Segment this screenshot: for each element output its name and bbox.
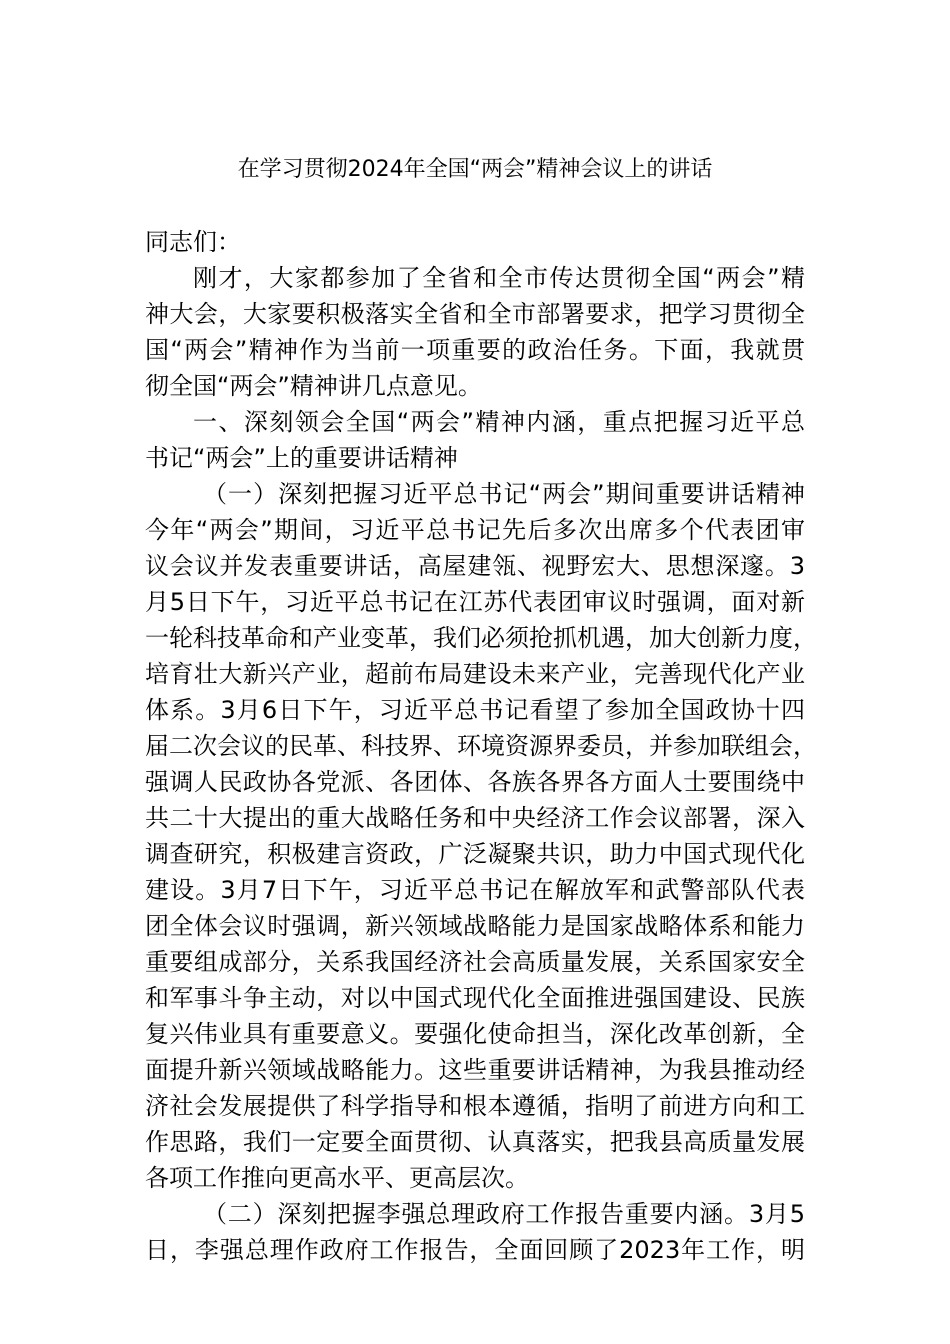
paragraph-line: 国“两会”精神作为当前一项重要的政治任务。下面，我就贯: [145, 336, 805, 364]
paragraph-line: 培育壮大新兴产业，超前布局建设未来产业，完善现代化产业: [145, 660, 805, 688]
section-heading-line: 一、深刻领会全国“两会”精神内涵，重点把握习近平总: [193, 408, 805, 436]
paragraph-line: 届二次会议的民革、科技界、环境资源界委员，并参加联组会，: [145, 732, 817, 760]
paragraph-line: 和军事斗争主动，对以中国式现代化全面推进强国建设、民族: [145, 984, 805, 1012]
paragraph-line: 调查研究，积极建言资政，广泛凝聚共识，助力中国式现代化: [145, 840, 805, 868]
document-title: 在学习贯彻2024年全国“两会”精神会议上的讲话: [237, 157, 713, 182]
paragraph-line: 一轮科技革命和产业变革，我们必须抢抓机遇，加大创新力度，: [145, 624, 817, 652]
paragraph-line: 各项工作推向更高水平、更高层次。: [145, 1164, 529, 1192]
paragraph-line: 共二十大提出的重大战略任务和中央经济工作会议部署，深入: [145, 804, 805, 832]
paragraph-line: 彻全国“两会”精神讲几点意见。: [145, 372, 482, 400]
paragraph-line: 月5日下午，习近平总书记在江苏代表团审议时强调，面对新: [145, 588, 805, 616]
paragraph-line: 团全体会议时强调，新兴领域战略能力是国家战略体系和能力: [145, 912, 805, 940]
paragraph-line: 面提升新兴领域战略能力。这些重要讲话精神，为我县推动经: [145, 1056, 805, 1084]
paragraph-line: 建设。3月7日下午，习近平总书记在解放军和武警部队代表: [145, 876, 805, 904]
paragraph-line: 刚才，大家都参加了全省和全市传达贯彻全国“两会”精: [193, 264, 805, 292]
paragraph-line: 重要组成部分，关系我国经济社会高质量发展，关系国家安全: [145, 948, 805, 976]
paragraph-line: 作思路，我们一定要全面贯彻、认真落实，把我县高质量发展: [145, 1128, 805, 1156]
paragraph-line: 体系。3月6日下午，习近平总书记看望了参加全国政协十四: [145, 696, 805, 724]
paragraph-line: 神大会，大家要积极落实全省和全市部署要求，把学习贯彻全: [145, 300, 805, 328]
paragraph-line: 强调人民政协各党派、各团体、各族各界各方面人士要围绕中: [145, 768, 805, 796]
paragraph-line: 议会议并发表重要讲话，高屋建瓴、视野宏大、思想深邃。3: [145, 552, 805, 580]
salutation: 同志们：: [145, 228, 241, 256]
paragraph-line: 日，李强总理作政府工作报告，全面回顾了2023年工作，明: [145, 1236, 805, 1264]
subsection-heading-line: （二）深刻把握李强总理政府工作报告重要内涵。3月5: [203, 1200, 805, 1228]
subsection-heading-line: （一）深刻把握习近平总书记“两会”期间重要讲话精神: [203, 480, 805, 508]
paragraph-line: 济社会发展提供了科学指导和根本遵循，指明了前进方向和工: [145, 1092, 805, 1120]
paragraph-line: 今年“两会”期间，习近平总书记先后多次出席多个代表团审: [145, 516, 805, 544]
section-heading-line: 书记“两会”上的重要讲话精神: [145, 444, 458, 472]
document-body: [145, 224, 817, 1268]
paragraph-line: 复兴伟业具有重要意义。要强化使命担当，深化改革创新，全: [145, 1020, 805, 1048]
